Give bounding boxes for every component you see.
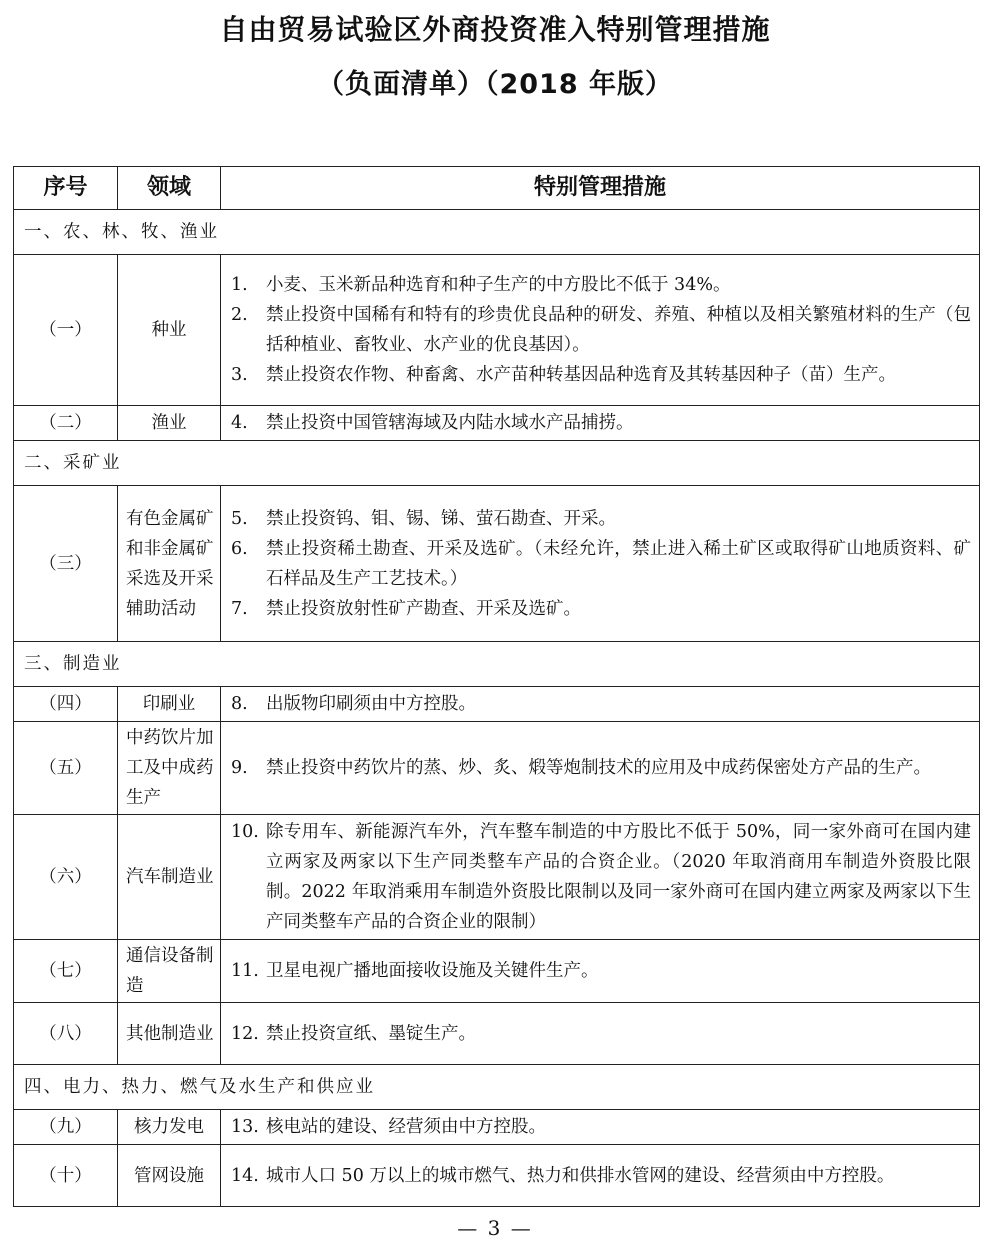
measure-item <box>231 1019 971 1049</box>
row-domain: 种业 <box>118 255 221 406</box>
row-measures <box>221 1145 980 1207</box>
section-title: 二、采矿业 <box>14 441 980 486</box>
measure-text: 禁止投资放射性矿产勘查、开采及选矿。 <box>266 598 581 619</box>
measure-text: 禁止投资中国稀有和特有的珍贵优良品种的研发、养殖、种植以及相关繁殖材料的生产（包括种植业、畜牧业、水产业的优良基因）。 <box>266 305 971 355</box>
section-title: 一、农、林、牧、渔业 <box>14 210 980 255</box>
measure-text: 核电站的建设、经营须由中方控股。 <box>266 1117 546 1137</box>
header-measures: 特别管理措施 <box>221 167 980 210</box>
table-row <box>14 687 980 722</box>
row-measures <box>221 486 980 642</box>
row-number: （五） <box>14 722 118 815</box>
page-number: — 3 — <box>457 1216 533 1240</box>
measure-number: 2. <box>231 305 248 325</box>
measure-number: 8. <box>231 694 248 714</box>
row-domain: 通信设备制造 <box>118 940 221 1003</box>
header-domain: 领域 <box>118 167 221 210</box>
row-number: （二） <box>14 406 118 441</box>
document-title: 自由贸易试验区外商投资准入特别管理措施 <box>219 13 771 46</box>
measure-item <box>231 1161 971 1191</box>
table-header-row <box>14 167 980 210</box>
table-row <box>14 722 980 815</box>
measure-item <box>231 504 971 534</box>
measure-number: 5. <box>231 508 248 529</box>
measure-text: 禁止投资农作物、种畜禽、水产苗种转基因品种选育及其转基因种子（苗）生产。 <box>266 365 896 385</box>
measure-number: 13. <box>231 1117 259 1137</box>
measure-text: 城市人口 50 万以上的城市燃气、热力和供排水管网的建设、经营须由中方控股。 <box>266 1165 895 1186</box>
measure-number: 7. <box>231 598 248 619</box>
table-row <box>14 1003 980 1065</box>
measure-item <box>231 594 971 624</box>
table-row <box>14 1110 980 1145</box>
row-number: （四） <box>14 687 118 722</box>
measure-text: 禁止投资中药饮片的蒸、炒、炙、煅等炮制技术的应用及中成药保密处方产品的生产。 <box>266 758 931 778</box>
row-measures <box>221 687 980 722</box>
measure-item <box>231 360 971 390</box>
section-row <box>14 441 980 486</box>
row-measures <box>221 1003 980 1065</box>
row-measures <box>221 940 980 1003</box>
measure-item <box>231 270 971 300</box>
row-number: （八） <box>14 1003 118 1065</box>
table-row <box>14 406 980 441</box>
row-domain: 核力发电 <box>118 1110 221 1145</box>
table-row <box>14 255 980 406</box>
measure-number: 14. <box>231 1165 259 1186</box>
row-measures <box>221 406 980 441</box>
row-measures <box>221 815 980 940</box>
row-measures <box>221 255 980 406</box>
measure-item <box>231 408 971 438</box>
measure-item <box>231 1112 971 1142</box>
row-measures <box>221 1110 980 1145</box>
header-serial-number: 序号 <box>14 167 118 210</box>
measure-text: 禁止投资钨、钼、锡、锑、萤石勘查、开采。 <box>266 508 616 529</box>
measure-number: 1. <box>231 275 248 295</box>
section-row <box>14 642 980 687</box>
section-title: 四、电力、热力、燃气及水生产和供应业 <box>14 1065 980 1110</box>
measure-text: 禁止投资中国管辖海域及内陆水域水产品捕捞。 <box>266 413 634 433</box>
row-number: （七） <box>14 940 118 1003</box>
measure-number: 11. <box>231 961 259 981</box>
row-number: （九） <box>14 1110 118 1145</box>
measure-number: 9. <box>231 758 248 778</box>
row-domain: 有色金属矿和非金属矿采选及开采辅助活动 <box>118 486 221 642</box>
table-row <box>14 815 980 940</box>
row-number: （十） <box>14 1145 118 1207</box>
table-row <box>14 486 980 642</box>
section-row <box>14 210 980 255</box>
measure-text: 小麦、玉米新品种选育和种子生产的中方股比不低于 34%。 <box>266 275 731 295</box>
row-measures <box>221 722 980 815</box>
measure-item <box>231 300 971 360</box>
section-title: 三、制造业 <box>14 642 980 687</box>
measure-number: 3. <box>231 365 248 385</box>
row-domain: 中药饮片加工及中成药生产 <box>118 722 221 815</box>
row-domain: 其他制造业 <box>118 1003 221 1065</box>
row-domain: 汽车制造业 <box>118 815 221 940</box>
measure-text: 出版物印刷须由中方控股。 <box>266 694 476 714</box>
measure-number: 12. <box>231 1023 259 1044</box>
row-domain: 渔业 <box>118 406 221 441</box>
measure-item <box>231 753 971 783</box>
measure-text: 卫星电视广播地面接收设施及关键件生产。 <box>266 961 599 981</box>
negative-list-table <box>13 166 980 1207</box>
row-number: （三） <box>14 486 118 642</box>
row-domain: 印刷业 <box>118 687 221 722</box>
document-subtitle: （负面清单）（2018 年版） <box>316 69 674 100</box>
measure-item <box>231 534 971 594</box>
measure-text: 禁止投资稀土勘查、开采及选矿。（未经允许，禁止进入稀土矿区或取得矿山地质资料、矿石样品及生产工艺技术。） <box>266 538 971 589</box>
row-number: （六） <box>14 815 118 940</box>
measure-text: 禁止投资宣纸、墨锭生产。 <box>266 1023 476 1044</box>
section-row <box>14 1065 980 1110</box>
measure-number: 4. <box>231 413 248 433</box>
measure-item <box>231 689 971 719</box>
measure-item <box>231 956 971 986</box>
table-row <box>14 1145 980 1207</box>
table-row <box>14 940 980 1003</box>
row-domain: 管网设施 <box>118 1145 221 1207</box>
measure-number: 6. <box>231 538 248 559</box>
measure-item <box>231 817 971 937</box>
measure-number: 10. <box>231 822 259 842</box>
row-number: （一） <box>14 255 118 406</box>
measure-text: 除专用车、新能源汽车外，汽车整车制造的中方股比不低于 50%，同一家外商可在国内建立两家及两家以下生产同类整车产品的合资企业。（2020 年取消商用车制造外资股比限制。2022 年取消乘用车制造外资股比限制以及同一家外商可在国内建立两家及两家以下生产同类整车产品的合资企业的限制） <box>266 822 971 932</box>
